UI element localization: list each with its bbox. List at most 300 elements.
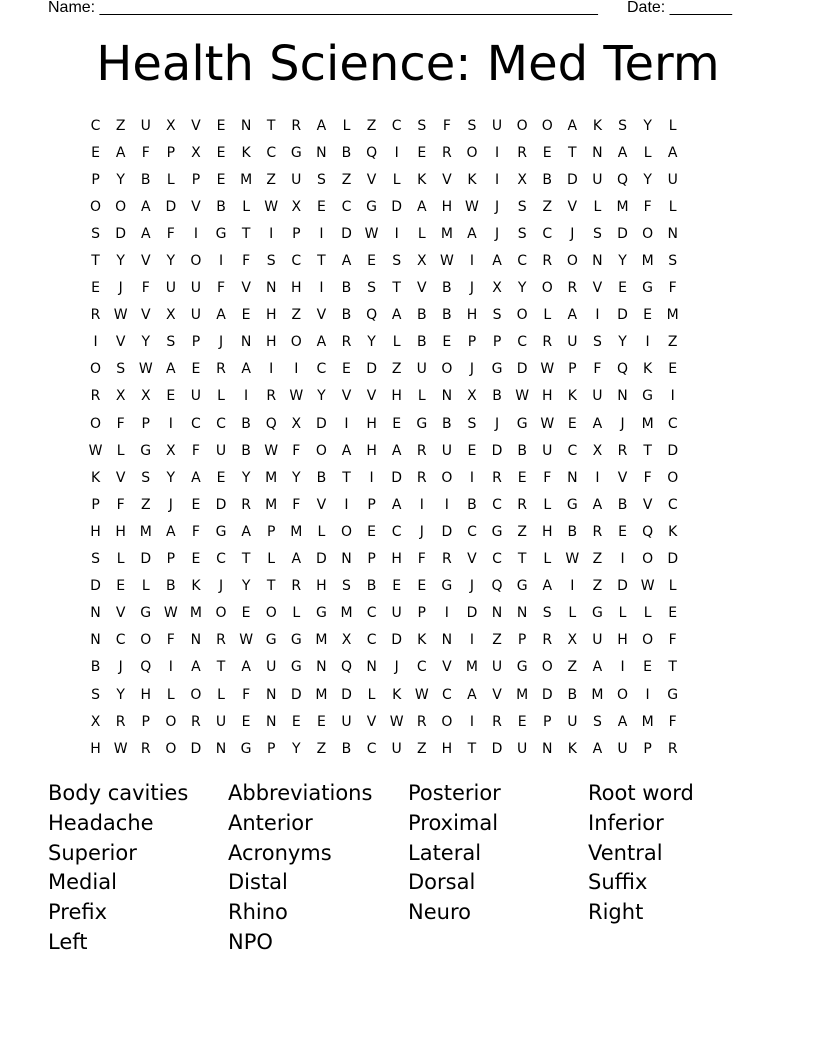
grid-letter: Y xyxy=(643,117,652,134)
grid-letter: I xyxy=(269,361,274,378)
grid-row xyxy=(83,329,733,356)
grid-letter: C xyxy=(90,117,101,134)
grid-letter: B xyxy=(90,659,101,676)
grid-letter: M xyxy=(189,605,202,622)
grid-letter: D xyxy=(466,605,478,622)
grid-letter: E xyxy=(241,307,251,324)
grid-letter: I xyxy=(494,144,500,161)
grid-letter: J xyxy=(620,415,625,432)
grid-letter: A xyxy=(592,659,603,676)
grid-letter: V xyxy=(191,198,201,215)
grid-letter: G xyxy=(215,225,227,242)
grid-letter: U xyxy=(592,171,603,188)
word-list-item: Proximal xyxy=(408,810,499,835)
grid-letter: A xyxy=(416,198,427,215)
grid-letter: W xyxy=(540,361,555,378)
grid-letter: V xyxy=(442,171,452,188)
grid-letter: O xyxy=(165,713,177,730)
grid-letter: T xyxy=(643,442,652,459)
word-list-item: Superior xyxy=(48,840,137,865)
grid-letter: K xyxy=(392,686,402,703)
grid-letter: U xyxy=(517,740,528,757)
grid-letter: F xyxy=(116,415,125,432)
grid-letter: P xyxy=(166,144,176,161)
grid-letter: I xyxy=(218,253,224,270)
grid-letter: Y xyxy=(618,253,627,270)
grid-letter: W xyxy=(163,605,178,622)
grid-letter: U xyxy=(391,740,402,757)
word-list-item: Right xyxy=(588,900,644,925)
grid-letter: V xyxy=(316,496,327,513)
grid-letter: S xyxy=(367,280,377,297)
grid-letter: A xyxy=(492,253,502,270)
grid-letter: A xyxy=(467,225,477,242)
grid-letter: D xyxy=(165,198,177,215)
grid-letter: B xyxy=(567,686,578,703)
grid-letter: G xyxy=(290,144,302,161)
grid-letter: N xyxy=(265,686,277,703)
grid-letter: X xyxy=(166,442,176,459)
grid-letter: B xyxy=(442,280,452,297)
grid-letter: V xyxy=(366,171,377,188)
grid-letter: P xyxy=(191,171,201,188)
grid-letter: V xyxy=(241,280,251,297)
grid-letter: M xyxy=(591,686,604,703)
grid-letter: Y xyxy=(166,253,176,270)
grid-letter: C xyxy=(291,253,302,270)
grid-letter: E xyxy=(367,523,376,540)
grid-letter: A xyxy=(241,361,251,378)
grid-letter: U xyxy=(190,280,202,297)
grid-row xyxy=(83,681,733,708)
grid-letter: L xyxy=(543,496,552,513)
grid-letter: B xyxy=(567,523,578,540)
grid-letter: S xyxy=(467,117,477,134)
grid-letter: Z xyxy=(391,361,402,378)
grid-letter: X xyxy=(341,632,352,649)
grid-letter: D xyxy=(617,225,628,242)
grid-letter: F xyxy=(543,469,552,486)
grid-letter: C xyxy=(542,225,553,242)
grid-letter: D xyxy=(341,686,352,703)
grid-letter: Y xyxy=(292,740,301,757)
grid-letter: M xyxy=(641,415,654,432)
grid-row xyxy=(83,247,733,274)
grid-letter: B xyxy=(166,578,176,595)
grid-letter: E xyxy=(517,469,527,486)
grid-letter: X xyxy=(115,388,126,405)
grid-letter: P xyxy=(292,225,301,242)
word-list xyxy=(48,779,768,958)
grid-letter: E xyxy=(517,713,527,730)
grid-letter: A xyxy=(115,144,126,161)
grid-letter: A xyxy=(391,442,402,459)
grid-letter: W xyxy=(138,361,153,378)
grid-letter: L xyxy=(543,307,552,324)
grid-letter: R xyxy=(567,280,578,297)
grid-letter: T xyxy=(467,740,477,757)
grid-letter: F xyxy=(668,713,677,730)
grid-letter: G xyxy=(566,496,578,513)
grid-letter: O xyxy=(541,659,553,676)
grid-letter: O xyxy=(441,469,453,486)
grid-letter: L xyxy=(317,523,326,540)
grid-row xyxy=(83,573,733,600)
grid-letter: I xyxy=(620,551,625,568)
grid-letter: E xyxy=(241,713,251,730)
grid-letter: W xyxy=(289,388,304,405)
grid-letter: E xyxy=(241,605,251,622)
grid-letter: T xyxy=(392,280,401,297)
grid-letter: A xyxy=(291,551,302,568)
name-field-label: Name: ________________________________________________________ xyxy=(48,0,598,16)
grid-letter: U xyxy=(190,307,202,324)
grid-letter: D xyxy=(366,361,377,378)
grid-letter: I xyxy=(93,334,98,351)
grid-letter: D xyxy=(491,442,503,459)
grid-letter: T xyxy=(216,659,226,676)
grid-letter: H xyxy=(617,632,628,649)
grid-letter: Z xyxy=(366,117,377,134)
grid-letter: R xyxy=(492,469,502,486)
grid-row xyxy=(83,302,733,329)
grid-letter: I xyxy=(469,469,475,486)
grid-letter: E xyxy=(291,713,301,730)
grid-letter: O xyxy=(541,280,553,297)
grid-letter: H xyxy=(541,388,553,405)
grid-letter: O xyxy=(340,523,352,540)
grid-letter: B xyxy=(416,307,427,324)
grid-letter: S xyxy=(517,198,527,215)
grid-letter: I xyxy=(469,632,475,649)
grid-letter: X xyxy=(567,632,578,649)
word-list-item: NPO xyxy=(228,929,273,954)
grid-letter: L xyxy=(116,551,125,568)
grid-letter: C xyxy=(191,415,201,432)
grid-letter: V xyxy=(316,307,327,324)
grid-letter: M xyxy=(265,469,278,486)
grid-letter: O xyxy=(566,253,578,270)
grid-letter: U xyxy=(190,388,202,405)
grid-letter: F xyxy=(141,144,150,161)
grid-letter: Z xyxy=(115,117,126,134)
grid-letter: A xyxy=(316,117,327,134)
grid-letter: L xyxy=(141,578,150,595)
grid-letter: N xyxy=(265,280,277,297)
grid-letter: Z xyxy=(592,551,603,568)
grid-row xyxy=(83,166,733,193)
grid-letter: W xyxy=(565,551,580,568)
grid-letter: M xyxy=(340,605,353,622)
grid-letter: A xyxy=(140,198,151,215)
grid-letter: O xyxy=(140,632,152,649)
grid-letter: E xyxy=(191,551,201,568)
grid-letter: R xyxy=(441,551,452,568)
grid-letter: J xyxy=(218,334,224,351)
grid-letter: G xyxy=(516,415,528,432)
grid-letter: U xyxy=(416,361,427,378)
grid-letter: N xyxy=(617,388,628,405)
grid-letter: I xyxy=(670,388,675,405)
grid-letter: D xyxy=(541,686,553,703)
grid-letter: K xyxy=(191,578,201,595)
grid-row xyxy=(83,356,733,383)
grid-letter: R xyxy=(441,144,452,161)
grid-letter: S xyxy=(141,469,151,486)
grid-letter: R xyxy=(241,496,251,513)
grid-letter: D xyxy=(115,225,127,242)
grid-letter: D xyxy=(391,632,403,649)
grid-letter: F xyxy=(242,686,251,703)
grid-letter: T xyxy=(568,144,577,161)
grid-letter: L xyxy=(217,388,225,405)
grid-letter: F xyxy=(417,551,426,568)
grid-letter: P xyxy=(467,334,477,351)
grid-letter: Q xyxy=(491,578,503,595)
grid-letter: U xyxy=(391,605,402,622)
grid-letter: V xyxy=(617,469,628,486)
grid-letter: E xyxy=(216,171,226,188)
grid-letter: R xyxy=(667,740,678,757)
grid-letter: J xyxy=(469,361,475,378)
grid-letter: B xyxy=(216,198,226,215)
grid-letter: P xyxy=(517,632,527,649)
grid-letter: V xyxy=(341,388,352,405)
grid-letter: G xyxy=(591,605,603,622)
grid-letter: G xyxy=(315,605,327,622)
word-list-item: Root word xyxy=(588,781,694,805)
grid-letter: P xyxy=(91,171,100,188)
grid-letter: N xyxy=(341,551,352,568)
word-list-item: Body cavities xyxy=(48,781,189,805)
grid-letter: I xyxy=(193,225,198,242)
grid-letter: V xyxy=(366,713,377,730)
grid-letter: M xyxy=(240,171,253,188)
grid-letter: G xyxy=(416,415,428,432)
word-list-item: Distal xyxy=(228,870,288,895)
grid-letter: D xyxy=(190,740,202,757)
grid-letter: K xyxy=(567,740,577,757)
grid-letter: S xyxy=(316,171,326,188)
grid-letter: K xyxy=(241,144,251,161)
grid-letter: N xyxy=(190,632,202,649)
grid-letter: B xyxy=(241,415,251,432)
grid-letter: T xyxy=(241,225,251,242)
grid-letter: F xyxy=(166,632,175,649)
grid-letter: A xyxy=(567,307,578,324)
grid-letter: O xyxy=(315,442,327,459)
grid-letter: L xyxy=(543,551,552,568)
grid-letter: E xyxy=(392,578,402,595)
grid-letter: L xyxy=(342,117,351,134)
grid-letter: P xyxy=(568,361,577,378)
grid-letter: H xyxy=(265,334,277,351)
grid-letter: H xyxy=(441,740,453,757)
grid-letter: X xyxy=(166,117,176,134)
grid-letter: O xyxy=(265,605,277,622)
grid-letter: K xyxy=(467,171,477,188)
grid-letter: A xyxy=(341,442,352,459)
grid-row xyxy=(83,112,733,139)
grid-letter: Z xyxy=(492,632,502,649)
word-list-item: Lateral xyxy=(408,840,482,865)
grid-letter: D xyxy=(667,442,679,459)
grid-letter: D xyxy=(341,225,352,242)
grid-letter: T xyxy=(266,578,276,595)
grid-letter: H xyxy=(90,523,101,540)
grid-letter: Z xyxy=(291,307,302,324)
grid-letter: P xyxy=(141,415,150,432)
grid-letter: N xyxy=(516,605,528,622)
grid-letter: F xyxy=(292,496,301,513)
letter-grid xyxy=(83,112,733,762)
grid-letter: U xyxy=(215,713,227,730)
grid-letter: C xyxy=(266,144,277,161)
grid-letter: A xyxy=(567,117,578,134)
grid-letter: U xyxy=(567,334,578,351)
grid-letter: O xyxy=(441,361,453,378)
grid-letter: W xyxy=(515,388,530,405)
grid-letter: U xyxy=(592,388,603,405)
grid-letter: H xyxy=(466,307,478,324)
grid-letter: W xyxy=(640,578,655,595)
grid-letter: H xyxy=(115,523,126,540)
grid-row xyxy=(83,275,733,302)
grid-letter: I xyxy=(620,659,625,676)
grid-letter: B xyxy=(341,144,352,161)
grid-letter: O xyxy=(165,740,177,757)
word-list-item: Anterior xyxy=(228,810,313,835)
grid-letter: D xyxy=(316,551,327,568)
grid-letter: S xyxy=(266,253,276,270)
grid-letter: I xyxy=(469,253,475,270)
grid-letter: C xyxy=(567,442,578,459)
grid-letter: L xyxy=(367,686,376,703)
grid-letter: D xyxy=(617,578,628,595)
grid-letter: K xyxy=(668,523,678,540)
grid-letter: R xyxy=(542,632,553,649)
grid-letter: P xyxy=(191,334,201,351)
grid-letter: F xyxy=(191,442,200,459)
grid-letter: J xyxy=(419,523,424,540)
word-list-item: Neuro xyxy=(408,900,471,925)
grid-letter: S xyxy=(592,713,602,730)
grid-letter: A xyxy=(592,415,603,432)
header xyxy=(48,0,748,19)
grid-letter: R xyxy=(191,713,201,730)
grid-letter: D xyxy=(516,361,528,378)
grid-letter: U xyxy=(291,171,302,188)
grid-letter: N xyxy=(667,225,678,242)
grid-letter: A xyxy=(667,144,678,161)
grid-row xyxy=(83,464,733,491)
grid-letter: G xyxy=(290,659,302,676)
grid-letter: O xyxy=(642,551,654,568)
grid-letter: U xyxy=(341,713,352,730)
grid-letter: I xyxy=(444,496,449,513)
grid-letter: R xyxy=(416,469,427,486)
grid-letter: O xyxy=(642,632,654,649)
word-list-item: Abbreviations xyxy=(228,781,373,805)
grid-letter: D xyxy=(391,198,403,215)
grid-letter: H xyxy=(391,551,402,568)
grid-letter: O xyxy=(617,686,629,703)
grid-letter: B xyxy=(542,171,553,188)
grid-letter: J xyxy=(118,659,123,676)
grid-letter: U xyxy=(542,442,553,459)
grid-letter: X xyxy=(416,253,427,270)
grid-letter: C xyxy=(492,496,502,513)
page-title: Health Science: Med Term xyxy=(96,36,720,92)
grid-letter: P xyxy=(367,551,376,568)
grid-letter: C xyxy=(667,415,678,432)
grid-letter: W xyxy=(113,740,128,757)
grid-letter: W xyxy=(264,198,279,215)
grid-letter: U xyxy=(491,659,503,676)
grid-letter: Y xyxy=(367,334,376,351)
grid-letter: L xyxy=(618,605,627,622)
grid-row xyxy=(83,383,733,410)
grid-letter: L xyxy=(417,225,426,242)
grid-letter: Z xyxy=(567,659,578,676)
grid-letter: E xyxy=(668,605,678,622)
grid-row xyxy=(83,139,733,166)
grid-letter: N xyxy=(592,144,603,161)
grid-letter: V xyxy=(140,253,151,270)
grid-letter: R xyxy=(216,361,226,378)
grid-letter: D xyxy=(90,578,101,595)
grid-letter: L xyxy=(392,334,401,351)
grid-letter: Y xyxy=(643,171,652,188)
grid-letter: I xyxy=(570,578,575,595)
grid-letter: P xyxy=(266,740,276,757)
grid-letter: K xyxy=(90,469,101,486)
grid-letter: U xyxy=(266,659,277,676)
grid-letter: X xyxy=(140,388,151,405)
grid-letter: N xyxy=(240,117,252,134)
grid-letter: B xyxy=(241,442,251,459)
grid-letter: D xyxy=(566,171,578,188)
grid-letter: C xyxy=(316,361,327,378)
grid-letter: O xyxy=(466,144,478,161)
grid-letter: H xyxy=(140,686,151,703)
grid-letter: O xyxy=(215,605,227,622)
grid-letter: K xyxy=(567,388,577,405)
grid-letter: O xyxy=(541,117,553,134)
grid-letter: T xyxy=(317,253,326,270)
grid-letter: S xyxy=(618,117,627,134)
grid-letter: X xyxy=(492,280,502,297)
grid-letter: Y xyxy=(292,469,301,486)
grid-letter: D xyxy=(215,496,227,513)
grid-letter: I xyxy=(645,334,650,351)
grid-letter: E xyxy=(166,388,176,405)
grid-letter: R xyxy=(617,442,628,459)
grid-letter: T xyxy=(517,551,527,568)
grid-letter: C xyxy=(467,523,477,540)
grid-letter: W xyxy=(113,307,128,324)
grid-letter: J xyxy=(570,225,575,242)
grid-letter: H xyxy=(366,415,377,432)
grid-letter: M xyxy=(616,198,629,215)
grid-letter: R xyxy=(140,740,151,757)
grid-letter: M xyxy=(465,659,478,676)
grid-letter: E xyxy=(191,361,201,378)
grid-letter: A xyxy=(241,523,251,540)
grid-letter: P xyxy=(166,551,176,568)
grid-letter: X xyxy=(517,171,527,188)
grid-letter: I xyxy=(645,686,650,703)
